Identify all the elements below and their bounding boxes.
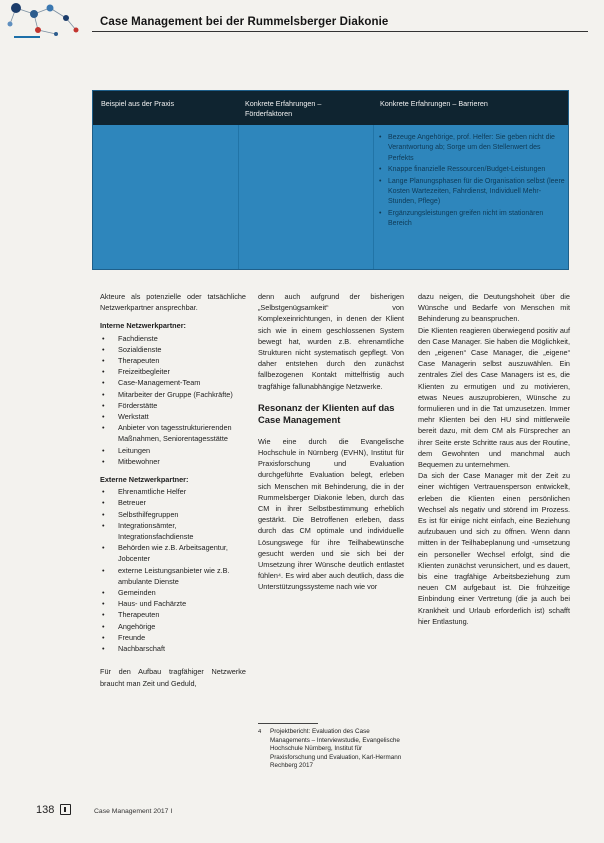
barrier-item: • Ergänzungsleistungen greifen nicht im stationären Bereich [379,209,567,230]
internal-partners-heading: Interne Netzwerkpartner: [100,321,186,331]
list-item: • Betreuer [100,497,246,508]
footnote-text: Projektbericht: Evaluation des Case Managements – Interviewstudie, Evangelische Hochschule Nürnberg, Institut für Praxisforschung und Evaluation, Karl-Hermann Rechberg 2017 [270,728,402,770]
page-number: 138 [36,804,55,816]
list-item: • Gemeinden [100,587,246,598]
footnote-rule [258,723,318,724]
table-header-row [93,91,568,125]
table-header-promoting-factors: Konkrete Erfahrungen – Förderfaktoren [245,99,322,118]
table-column-divider [238,125,239,269]
column2-paragraph-1: denn auch aufgrund der bisherigen „Selbstgenügsamkeit“ von Komplexeinrichtungen, in denen der Klient sich wie in einem geschlossenen System bewegt hat, wurden z.B. ehrenamtliche Strukturen nicht systematisch gepflegt. Von daher entstehen durch den zunächst fallbezogenen Kontakt mittelfristig auch tragfähige fallunabhängige Netzwerke. [258,292,404,391]
barrier-item: • Bezeuge Angehörige, prof. Helfer: Sie geben nicht die Verantwortung ab; Sorge um den Stellenwert des Perfekts [379,133,567,164]
footnote [258,728,406,771]
list-item: • Leitungen [100,445,246,456]
footnote-number: 4 [258,729,262,735]
internal-partners-list [100,333,246,467]
header-rule [92,31,588,32]
running-header-title: Case Management bei der Rummelsberger Diakonie [100,16,389,28]
list-item: • Sozialdienste [100,344,246,355]
column2-paragraph-2: Wie eine durch die Evangelische Hochschule in Nürnberg (EVHN), Institut für Praxisforschung und Evaluation durchgeführte Evaluation belegt, erleben sich Menschen mit Behinderung, die in der Rummelsberger Diakonie leben, durch das CM in ihrer Selbstbestimmung erheblich gestärkt. Die Betroffenen erleben, dass durch das CM optimale und individuelle Lösungswege für ihre Teilhabewünsche gesucht werden und sie sich bei der Umsetzung ihrer Wünsche deutlich entlastet fühlen⁴. Es wird aber auch deutlich, dass die Unterstützungssysteme nach wie vor [258,436,404,592]
column1-intro: Akteure als potenzielle oder tatsächliche Netzwerkpartner ansprechbar. [100,292,246,313]
text-column-left [100,291,246,689]
table-column-divider [373,125,374,269]
column3-paragraph-1: dazu neigen, die Deutungshoheit über die Wünsche und Bedarfe von Menschen mit Behinderung zu beanspruchen. [418,292,570,324]
header-accent-rule [14,36,40,38]
column3-paragraph-2: Die Klienten reagieren überwiegend positiv auf den Case Manager. Sie haben die Möglichkeit, den „eigenen“ Case Manager, die „eigene“ Case Managerin selbst auszuwählen. Ein zentrales Ziel des Case Managers ist es, die Klienten zu ermutigen und zu motivieren, etwas Neues auszuprobieren, Wünsche zu formulieren und in die Tat umzusetzen. Immer mehr Klienten bei den HU sind mittlerweile bereit dazu, mit dem CM als Fürsprecher an ihrer Seite erste Schritte raus aus der Routine, dem Gewohnten und manchmal auch Bequemen zu unternehmen. [418,325,570,470]
list-item: • Therapeuten [100,609,246,620]
barrier-item: • Knappe finanzielle Ressourcen/Budget-Leistungen [379,165,567,175]
list-item: • Freunde [100,632,246,643]
list-item: • Case-Management-Team [100,377,246,388]
list-item: • Freizeitbegleiter [100,366,246,377]
table-header-barriers: Konkrete Erfahrungen – Barrieren [380,99,488,108]
external-partners-heading: Externe Netzwerkpartner: [100,475,189,485]
table-header-practice: Beispiel aus der Praxis [101,99,175,108]
list-item: • externe Leistungsanbieter wie z.B. ambulante Dienste [100,565,246,587]
list-item: • Nachbarschaft [100,643,246,654]
publication-footer: Case Management 2017 I [94,808,173,815]
page-marker-icon [60,804,71,815]
section-heading-client-resonance: Resonanz der Klienten auf das Case Management [258,401,395,425]
list-item: • Fachdienste [100,333,246,344]
list-item: • Angehörige [100,621,246,632]
list-item: • Mitbewohner [100,456,246,467]
text-column-right [418,291,570,627]
column1-outro: Für den Aufbau tragfähiger Netzwerke braucht man Zeit und Geduld, [100,667,246,688]
barriers-list [379,133,567,231]
list-item: • Mitarbeiter der Gruppe (Fachkräfte) [100,389,246,400]
list-item: • Behörden wie z.B. Arbeitsagentur, Jobcenter [100,542,246,564]
list-item: • Haus- und Fachärzte [100,598,246,609]
list-item: • Ehrenamtliche Helfer [100,486,246,497]
column3-paragraph-3: Da sich der Case Manager mit der Zeit zu einer wichtigen Vertrauensperson entwickelt, erleben die Klienten einen persönlichen Wechsel als negativ und störend im Prozess. Es ist für einige nicht einfach, eine Beziehung aufzubauen und sich zu öffnen. Wenn dann mitten in der Teilhabeplanung und -umsetzung ein personeller Wechsel erfolgt, sind die Klienten zunächst verunsichert, und es dauert, bis eine tragfähige Arbeitsbeziehung zum neuen CM aufgebaut ist. Die frühzeitige Einbindung einer Vertretung (die ja auch bei Krankheit und Urlaub erforderlich ist) schafft hier Entlastung. [418,471,570,626]
barrier-item: • Lange Planungsphasen für die Organisation selbst (leere Kosten Wartezeiten, Fahrdienst, Individuell Mehr-Stunden, Pflege) [379,177,567,208]
list-item: • Therapeuten [100,355,246,366]
list-item: • Förderstätte [100,400,246,411]
text-column-middle [258,291,404,593]
list-item: • Selbsthilfegruppen [100,509,246,520]
list-item: • Werkstatt [100,411,246,422]
list-item: • Anbieter von tagesstrukturierenden Maßnahmen, Seniorentagesstätte [100,422,246,444]
list-item: • Integrationsämter, Integrationsfachdienste [100,520,246,542]
practice-table [92,90,569,270]
external-partners-list [100,486,246,654]
